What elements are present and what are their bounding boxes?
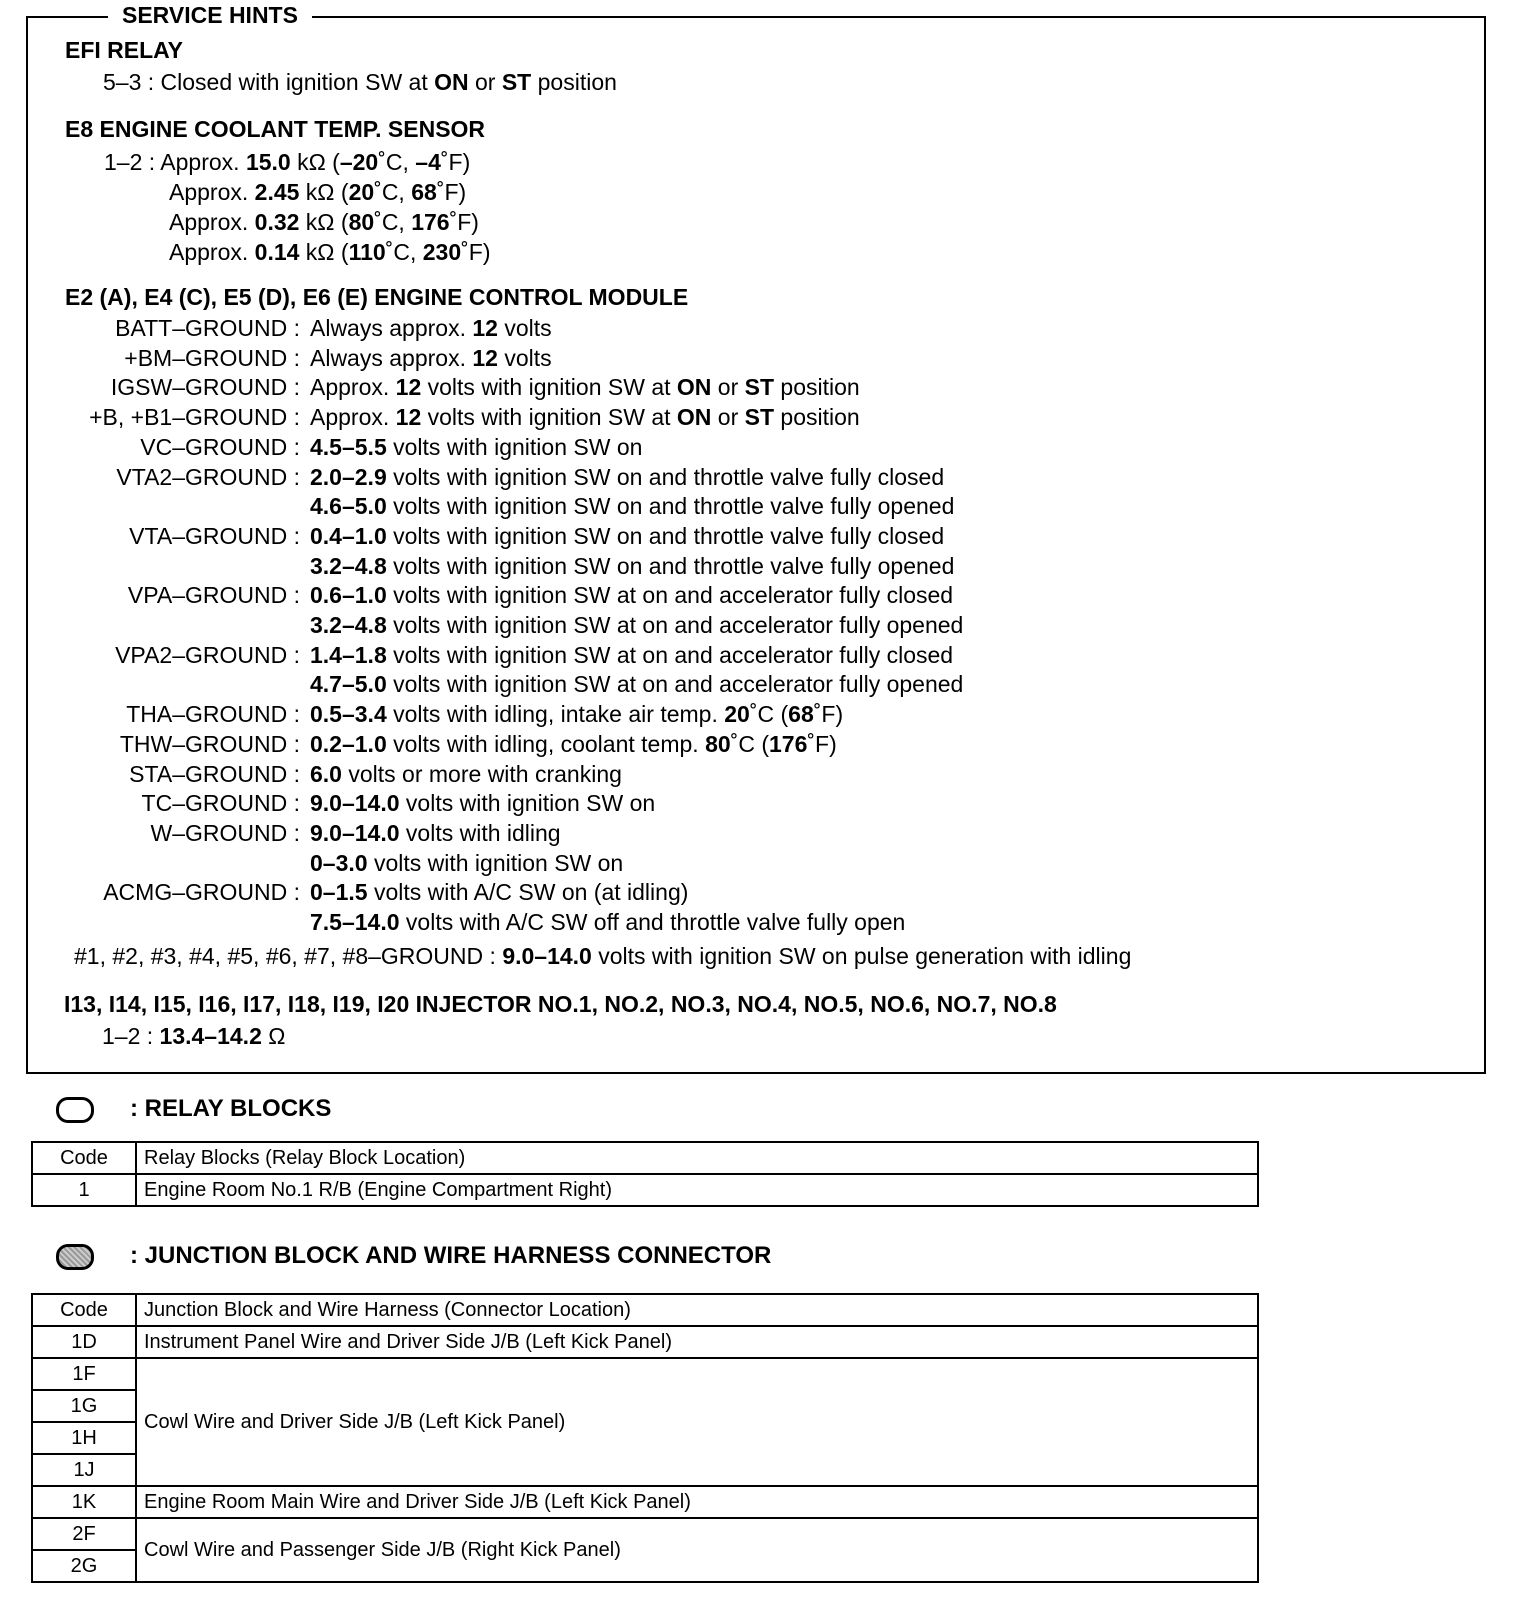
ecm-row-value: Always approx. 12 volts (310, 315, 552, 341)
header-desc: Junction Block and Wire Harness (Connector Location) (136, 1294, 1258, 1326)
ecm-row (0, 641, 1400, 669)
row-desc: Engine Room No.1 R/B (Engine Compartment Right) (136, 1174, 1258, 1206)
ecm-row (0, 373, 1400, 401)
ecm-row-label: STA–GROUND : (129, 760, 300, 787)
ecm-row-value: 1.4–1.8 volts with ignition SW at on and accelerator fully closed (310, 641, 954, 668)
ecm-row-label: VPA–GROUND : (127, 582, 300, 609)
relay-blocks-table (31, 1141, 1259, 1207)
ecm-row (0, 522, 1400, 550)
e8-line-2: Approx. 2.45 kΩ (20˚C, 68˚F) (169, 179, 467, 205)
row-desc: Engine Room Main Wire and Driver Side J/B (Left Kick Panel) (136, 1486, 1258, 1518)
ecm-row (0, 760, 1400, 788)
ecm-row-value: 4.6–5.0 volts with ignition SW on and throttle valve fully opened (310, 493, 955, 520)
row-code: 2F (32, 1518, 136, 1550)
ecm-heading: E2 (A), E4 (C), E5 (D), E6 (E) ENGINE CONTROL MODULE (65, 284, 689, 310)
junction-heading: : JUNCTION BLOCK AND WIRE HARNESS CONNECTOR (130, 1242, 772, 1269)
service-hints-title: SERVICE HINTS (108, 2, 312, 28)
ecm-row-value: 0.6–1.0 volts with ignition SW at on and accelerator fully closed (310, 582, 954, 609)
ecm-row-label: TC–GROUND : (141, 790, 300, 817)
e8-heading: E8 ENGINE COOLANT TEMP. SENSOR (65, 116, 486, 142)
ecm-row-label: VTA2–GROUND : (116, 463, 300, 490)
ecm-row (0, 581, 1400, 609)
ecm-row (0, 849, 1400, 877)
table-row (32, 1174, 1258, 1206)
e8-line-1: 1–2 : Approx. 15.0 kΩ (–20˚C, –4˚F) (104, 149, 471, 175)
ecm-row-label: VTA–GROUND : (129, 522, 300, 549)
header-code: Code (32, 1142, 136, 1174)
table-row (32, 1486, 1258, 1518)
ecm-row (0, 878, 1400, 906)
ecm-row (0, 700, 1400, 728)
row-code: 2G (32, 1550, 136, 1582)
row-code: 1F (32, 1358, 136, 1390)
ecm-row-value: 0.2–1.0 volts with idling, coolant temp. 80˚C (176˚F) (310, 730, 837, 757)
ecm-injector-ground-line: #1, #2, #3, #4, #5, #6, #7, #8–GROUND : 9.0–14.0 volts with ignition SW on pulse generation with idling (74, 943, 1132, 969)
efi-relay-heading: EFI RELAY (65, 37, 184, 63)
ecm-row-value: 7.5–14.0 volts with A/C SW off and throttle valve fully open (310, 909, 906, 935)
ecm-row (0, 492, 1400, 520)
ecm-row-label: IGSW–GROUND : (110, 374, 300, 401)
ecm-row-value: 0–1.5 volts with A/C SW on (at idling) (310, 879, 689, 906)
ecm-row (0, 314, 1400, 342)
ecm-row (0, 819, 1400, 847)
row-code: 1 (32, 1174, 136, 1206)
ecm-row-value: 4.7–5.0 volts with ignition SW at on and accelerator fully opened (310, 671, 964, 698)
ecm-row (0, 670, 1400, 698)
ecm-row (0, 463, 1400, 491)
ecm-row-label: THW–GROUND : (119, 730, 300, 757)
ecm-row (0, 611, 1400, 639)
ecm-row-label: W–GROUND : (150, 819, 300, 846)
ecm-row-value: 3.2–4.8 volts with ignition SW at on and accelerator fully opened (310, 612, 964, 638)
table-row (32, 1326, 1258, 1358)
ecm-row-value: 9.0–14.0 volts with ignition SW on (310, 790, 656, 817)
row-desc: Instrument Panel Wire and Driver Side J/B (Left Kick Panel) (136, 1326, 1258, 1358)
ecm-row-value: 4.5–5.5 volts with ignition SW on (310, 433, 643, 460)
ecm-row-value: 0.5–3.4 volts with idling, intake air temp. 20˚C (68˚F) (310, 701, 844, 728)
ecm-row (0, 789, 1400, 817)
ecm-row-label: +B, +B1–GROUND : (89, 404, 300, 431)
ecm-row-value: 6.0 volts or more with cranking (310, 760, 622, 787)
row-code: 1K (32, 1486, 136, 1518)
e8-line-4: Approx. 0.14 kΩ (110˚C, 230˚F) (169, 239, 491, 265)
row-code: 1D (32, 1326, 136, 1358)
ecm-row-value: 3.2–4.8 volts with ignition SW on and throttle valve fully opened (310, 552, 955, 579)
row-code: 1G (32, 1390, 136, 1422)
ecm-row-label: THA–GROUND : (126, 701, 300, 728)
ecm-row (0, 344, 1400, 372)
relay-blocks-legend (56, 1093, 331, 1125)
ecm-row-value: Always approx. 12 volts (310, 344, 552, 371)
ecm-row-value: 9.0–14.0 volts with idling (310, 819, 561, 846)
ecm-row-label: VC–GROUND : (140, 433, 300, 460)
junction-table (31, 1293, 1259, 1583)
ecm-row-value: 2.0–2.9 volts with ignition SW on and throttle valve fully closed (310, 463, 945, 490)
junction-legend (56, 1240, 771, 1272)
ecm-row-value: Approx. 12 volts with ignition SW at ON or ST position (310, 404, 860, 431)
table-row (32, 1358, 1258, 1390)
ecm-row-label: VPA2–GROUND : (115, 641, 300, 668)
row-code: 1H (32, 1422, 136, 1454)
row-desc: Cowl Wire and Passenger Side J/B (Right Kick Panel) (136, 1518, 1258, 1582)
ecm-row (0, 433, 1400, 461)
row-desc: Cowl Wire and Driver Side J/B (Left Kick Panel) (136, 1358, 1258, 1486)
ecm-row (0, 908, 1400, 936)
ecm-row-value: 0–3.0 volts with ignition SW on (310, 849, 624, 876)
injector-line: 1–2 : 13.4–14.2 Ω (102, 1023, 286, 1049)
ecm-row-value: Approx. 12 volts with ignition SW at ON or ST position (310, 374, 860, 401)
ecm-row-label: ACMG–GROUND : (103, 879, 300, 906)
row-code: 1J (32, 1454, 136, 1486)
e8-line-3: Approx. 0.32 kΩ (80˚C, 176˚F) (169, 209, 479, 235)
ecm-row (0, 730, 1400, 758)
junction-block-symbol-icon (56, 1244, 94, 1270)
ecm-row-label: BATT–GROUND : (115, 315, 300, 341)
ecm-row (0, 552, 1400, 580)
ecm-row-label: +BM–GROUND : (124, 344, 300, 371)
ecm-row-value: 0.4–1.0 volts with ignition SW on and throttle valve fully closed (310, 522, 945, 549)
table-row (32, 1518, 1258, 1550)
injector-heading: I13, I14, I15, I16, I17, I18, I19, I20 INJECTOR NO.1, NO.2, NO.3, NO.4, NO.5, NO.6, NO.7, NO.8 (64, 991, 1057, 1017)
relay-block-symbol-icon (56, 1097, 94, 1123)
header-code: Code (32, 1294, 136, 1326)
efi-relay-line: 5–3 : Closed with ignition SW at ON or ST position (103, 69, 617, 95)
relay-blocks-heading: : RELAY BLOCKS (130, 1095, 332, 1122)
header-desc: Relay Blocks (Relay Block Location) (136, 1142, 1258, 1174)
table-header-row (32, 1142, 1258, 1174)
ecm-row (0, 403, 1400, 431)
table-header-row (32, 1294, 1258, 1326)
